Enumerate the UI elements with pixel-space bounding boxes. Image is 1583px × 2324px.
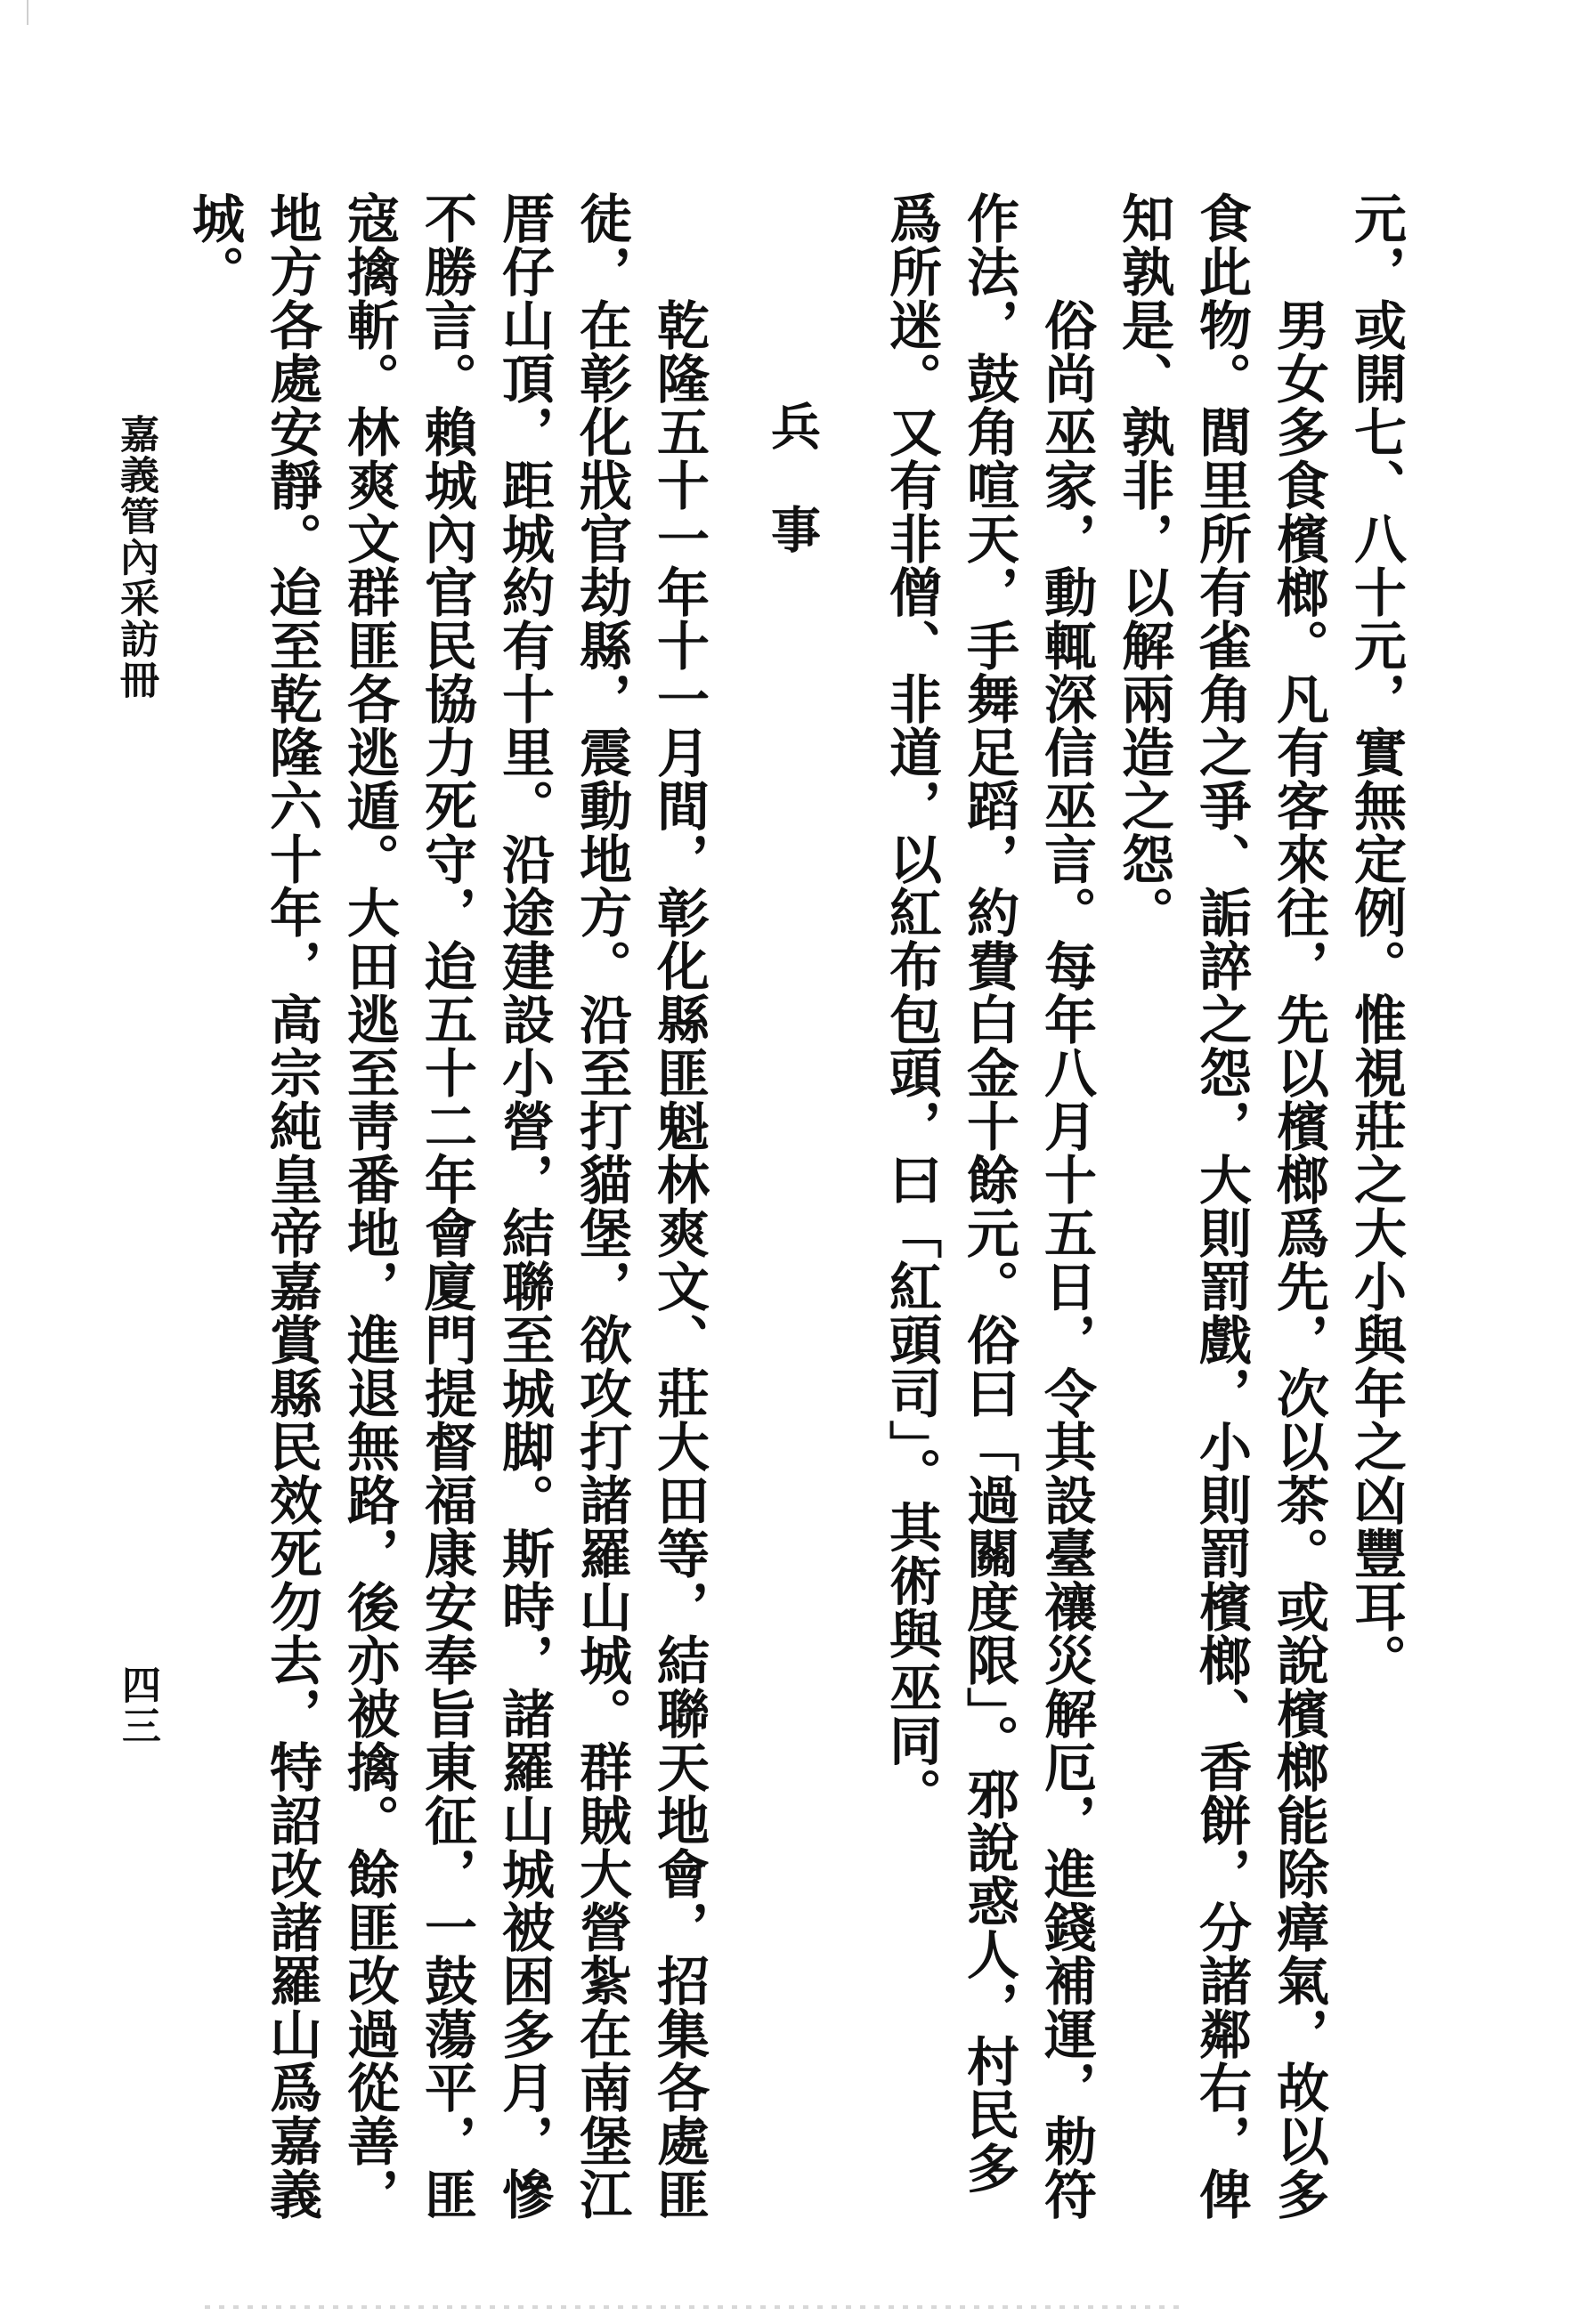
scan-edge-noise — [205, 2305, 1184, 2309]
text-column-14: 城。 — [183, 191, 245, 298]
page-number: 四三 — [115, 1664, 160, 1746]
text-column-13: 地方各處安靜。迨至乾隆六十年，高宗純皇帝嘉賞縣民效死勿去，特詔改諸羅山爲嘉義 — [261, 191, 322, 2221]
text-column-10: 厝仔山頂，距城約有十里。沿途建設小營，結聯至城脚。斯時，諸羅山城被困多月，慘 — [493, 191, 555, 2221]
text-column-8: 乾隆五十一年十一月間，彰化縣匪魁林爽文、莊大田等，結聯天地會，招集各處匪 — [648, 298, 710, 2221]
text-column-12: 寇擒斬。林爽文群匪各逃遁。大田逃至靑番地，進退無路，後亦被擒。餘匪改過從善， — [338, 191, 400, 2221]
text-column-4: 知孰是、孰非，以解兩造之怨。 — [1113, 191, 1174, 939]
running-head: 嘉義管內采訪冊 — [113, 414, 158, 700]
section-title: 兵事 — [763, 401, 822, 607]
text-column-6: 作法，鼓角喧天，手舞足蹈，約費白金十餘元。俗曰「過關度限」。邪說惑人，村民多 — [958, 191, 1019, 2195]
text-column-1: 元，或開七、八十元，實無定例。惟視莊之大小與年之凶豐耳。 — [1345, 191, 1407, 1687]
text-column-5: 俗尚巫家，動輒深信巫言。每年八月十五日，令其設臺禳災解厄，進錢補運，勅符 — [1035, 298, 1097, 2221]
text-column-11: 不勝言。賴城內官民協力死守，迨五十二年會廈門提督福康安奉旨東征，一鼓蕩平，匪 — [416, 191, 477, 2221]
text-column-2: 男女多食檳榔。凡有客來往，先以檳榔爲先，次以茶。或說檳榔能除瘴氣，故以多 — [1268, 298, 1329, 2221]
text-column-3: 食此物。閭里所有雀角之爭、詬誶之怨，大則罰戲，小則罰檳榔、香餅，分諸鄰右，俾 — [1190, 191, 1252, 2221]
text-column-7: 爲所迷。又有非僧、非道，以紅布包頭，曰「紅頭司」。其術與巫同。 — [881, 191, 942, 1821]
text-column-9: 徒，在彰化戕官劫縣，震動地方。沿至打貓堡，欲攻打諸羅山城。群賊大營紮在南堡江 — [571, 191, 632, 2221]
scan-mark — [27, 0, 28, 25]
